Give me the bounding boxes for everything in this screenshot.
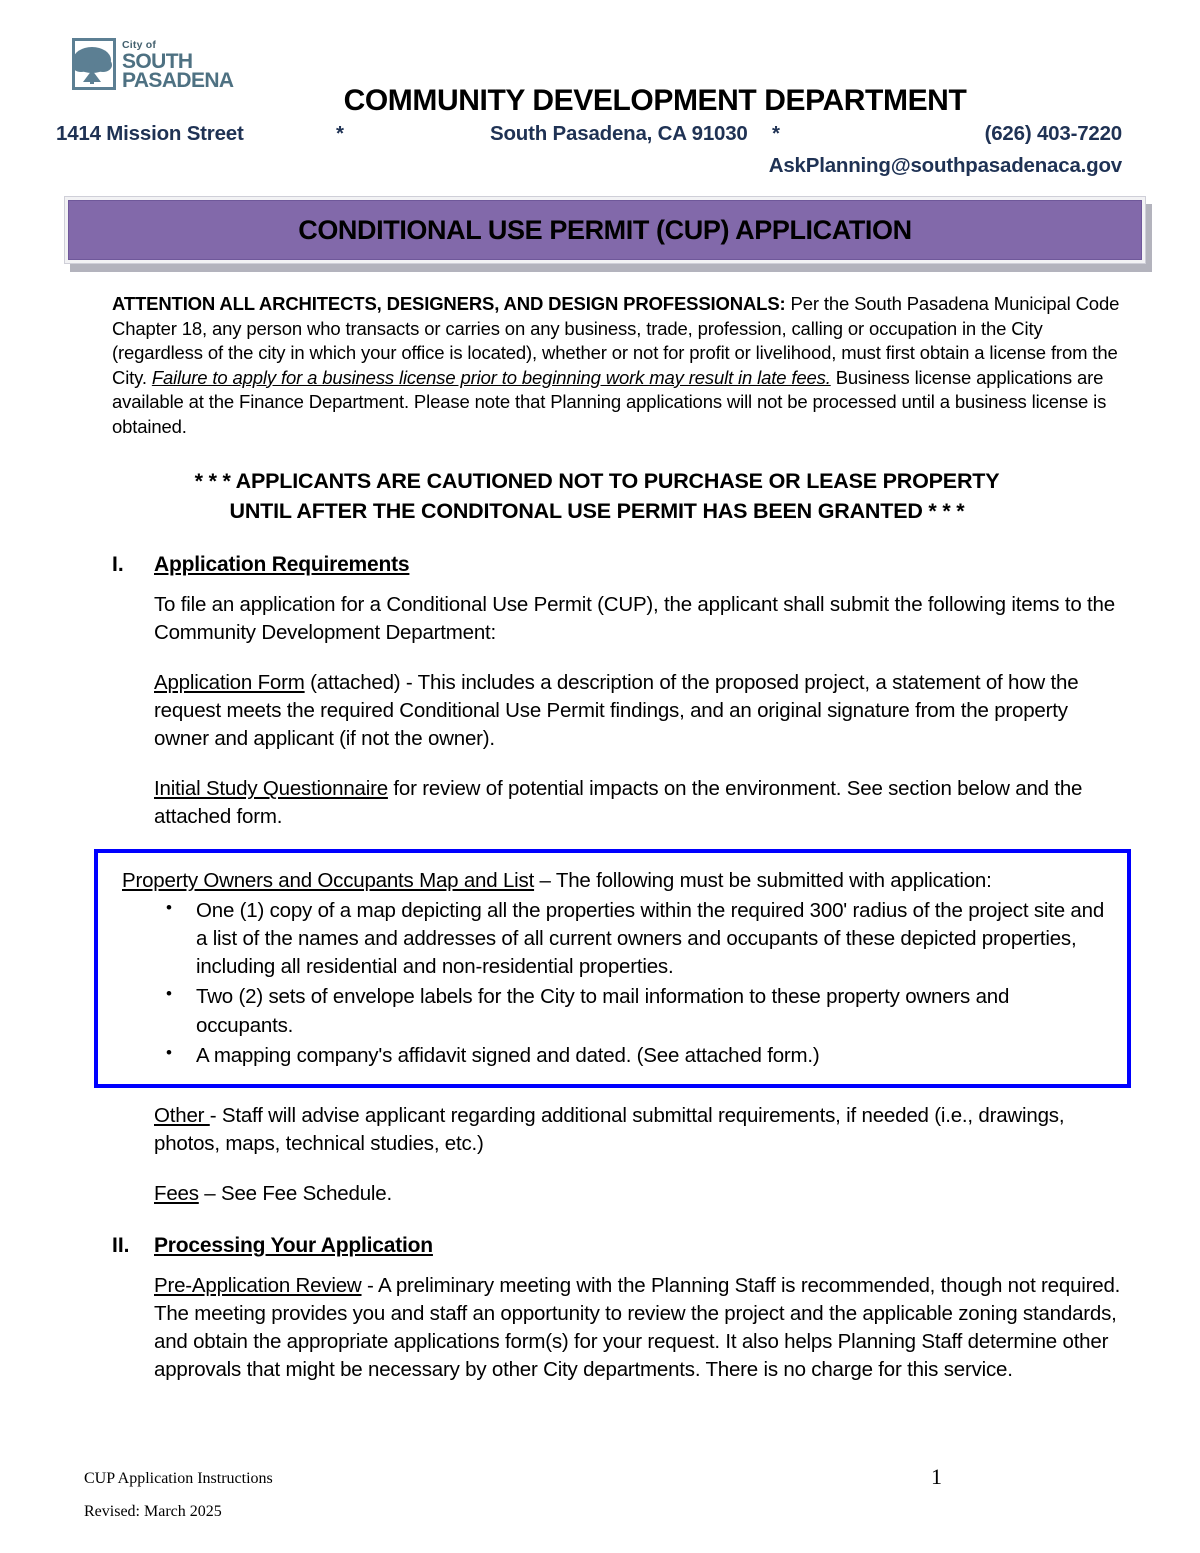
page-number: 1 xyxy=(931,1463,942,1489)
initial-study-paragraph xyxy=(154,775,1122,831)
initial-study-label: Initial Study Questionnaire xyxy=(154,776,388,800)
property-owners-text: – The following must be submitted with application: xyxy=(534,869,992,893)
attention-bold-lead: ATTENTION ALL ARCHITECTS, DESIGNERS, AND DESIGN PROFESSIONALS: xyxy=(112,293,786,314)
logo-south-text: SOUTH xyxy=(122,49,193,73)
section-one-number: I. xyxy=(112,552,124,576)
document-body xyxy=(0,292,1200,1384)
footer-left-block xyxy=(84,1462,273,1529)
city-state-zip: South Pasadena, CA 91030 xyxy=(490,122,748,145)
attention-text-part1: Per the South Pasadena Municipal Code Chapter 18, any person who transacts or carries on any business, trade, profession, calling or occupation in the City (regardless of the city in which your office is located), whether or not for profit or livelihood, must first obtain a license from the City. xyxy=(112,293,1120,388)
list-item: • Two (2) sets of envelope labels for the City to mail information to these property owners and occupants. xyxy=(196,983,1111,1039)
footer-revised-date: Revised: March 2025 xyxy=(84,1503,222,1521)
fees-paragraph xyxy=(154,1180,1122,1208)
property-owners-bullet-list xyxy=(122,897,1111,1069)
section-two-header xyxy=(112,1234,1122,1258)
section-two-number: II. xyxy=(112,1233,130,1257)
section-one-content-continued xyxy=(154,1102,1122,1208)
banner-outer-frame xyxy=(64,196,1146,264)
pre-application-label: Pre-Application Review xyxy=(154,1273,362,1297)
property-owners-lead xyxy=(122,867,1111,895)
pre-application-text: - A preliminary meeting with the Planning Staff is recommended, though not required. The meeting provides you and staff an opportunity to review the project and the applicable zoning standards, and obtain the appropriate applications form(s) for your request. It also helps Planning Staff determine other approvals that might be necessary by other City departments. There is no charge for this service. xyxy=(154,1273,1121,1382)
footer-document-name: CUP Application Instructions xyxy=(84,1469,273,1487)
logo-pasadena-text: PASADENA xyxy=(122,68,234,92)
department-title: COMMUNITY DEVELOPMENT DEPARTMENT xyxy=(343,84,967,117)
attention-text-part2: Business license applications are available at the Finance Department. Please note that Planning applications will not be processed until a business license is obtained. xyxy=(112,366,1107,437)
contact-address-row xyxy=(56,122,1122,146)
fees-text: – See Fee Schedule. xyxy=(198,1181,392,1205)
other-text: - Staff will advise applicant regarding additional submittal requirements, if needed (i.e., drawings, photos, maps, technical studies, etc.) xyxy=(154,1103,1065,1155)
email-address[interactable]: AskPlanning@southpasadenaca.gov xyxy=(768,154,1122,177)
other-paragraph xyxy=(154,1102,1122,1158)
logo-city-of-text: City of xyxy=(122,39,157,51)
address-separator-1: * xyxy=(336,122,344,145)
pre-application-paragraph xyxy=(154,1272,1122,1384)
application-title-banner xyxy=(64,196,1152,272)
property-owners-label: Property Owners and Occupants Map and List xyxy=(122,869,535,893)
caution-line-2: UNTIL AFTER THE CONDITONAL USE PERMIT HAS BEEN GRANTED * * * xyxy=(229,499,965,524)
page-footer xyxy=(84,1462,1122,1529)
banner-fill xyxy=(68,200,1142,260)
page-header xyxy=(0,0,1200,180)
other-label: Other xyxy=(154,1103,210,1127)
street-address: 1414 Mission Street xyxy=(56,122,244,145)
fees-label: Fees xyxy=(154,1181,199,1205)
banner-title-text: CONDITIONAL USE PERMIT (CUP) APPLICATION xyxy=(298,214,912,245)
section-one-intro: To file an application for a Conditional Use Permit (CUP), the applicant shall submit the following items to the Community Development Department: xyxy=(154,592,1115,644)
address-separator-2: * xyxy=(772,122,780,145)
list-item: • A mapping company's affidavit signed and dated. (See attached form.) xyxy=(196,1042,1111,1070)
section-two-content xyxy=(154,1272,1122,1384)
application-form-text: (attached) - This includes a description of the proposed project, a statement of how the request meets the required Conditional Use Permit findings, and an original signature from the property owner and applicant (if not the owner). xyxy=(154,670,1079,750)
section-one-content xyxy=(154,591,1122,832)
attention-italic-underline: Failure to apply for a business license prior to beginning work may result in late fees. xyxy=(151,366,831,388)
caution-line-1: * * * APPLICANTS ARE CAUTIONED NOT TO PURCHASE OR LEASE PROPERTY xyxy=(194,468,1000,493)
section-one-header xyxy=(112,553,1122,577)
application-form-paragraph xyxy=(154,669,1122,753)
attention-paragraph xyxy=(112,292,1122,440)
section-two-heading: Processing Your Application xyxy=(154,1233,433,1257)
section-one-heading: Application Requirements xyxy=(154,552,410,576)
property-owners-callout-box xyxy=(94,849,1131,1088)
application-form-label: Application Form xyxy=(154,670,305,694)
caution-notice xyxy=(112,466,1122,527)
list-item: • One (1) copy of a map depicting all the properties within the required 300' radius of the project site and a list of the names and addresses of all current owners and occupants of these depicted properties, including all residential and non-residential properties. xyxy=(196,897,1111,981)
phone-number: (626) 403-7220 xyxy=(984,122,1122,145)
initial-study-text: for review of potential impacts on the environment. See section below and the attached form. xyxy=(154,776,1083,829)
